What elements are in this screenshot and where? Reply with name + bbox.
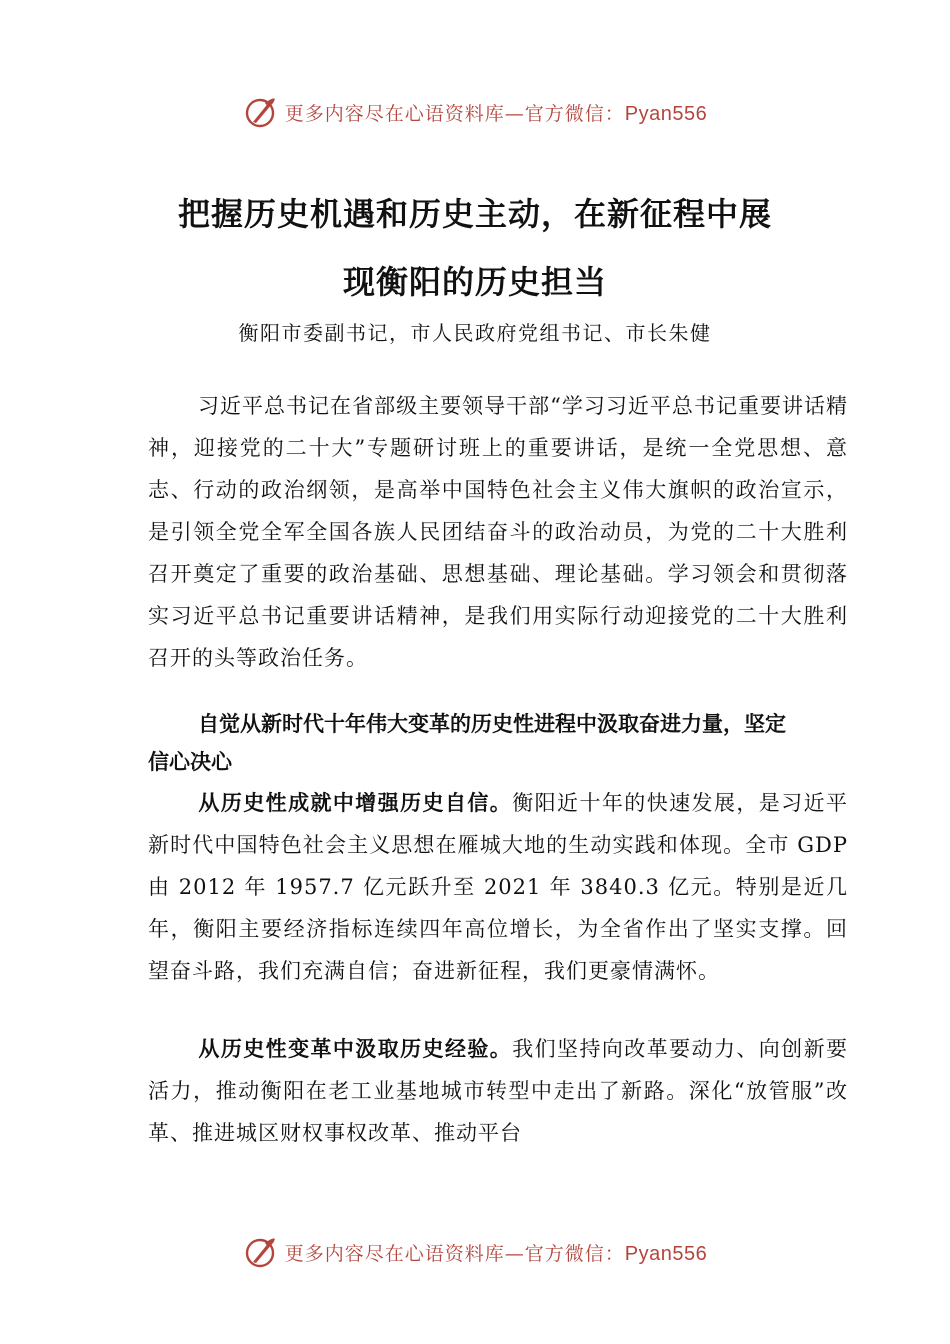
- paragraph-2-lead: 从历史性成就中增强历史自信。: [198, 790, 513, 815]
- author-line: 衡阳市委副书记，市人民政府党组书记、市长朱健: [238, 321, 712, 345]
- paragraph-3-text: 我们坚持向改革要动力、向创新要活力，推动衡阳在老工业基地城市转型中走出了新路。深化“放管服”改革、推进城区财权事权改革、推动平台: [148, 1037, 849, 1145]
- paragraph-2-text: 衡阳近十年的快速发展，是习近平新时代中国特色社会主义思想在雁城大地的生动实践和体现。全市 GDP 由 2012 年 1957.7 亿元跃升至 2021 年 3840.3 亿元。特别是近几年，衡阳主要经济指标连续四年高位增长，为全省作出了坚实支撑。回望奋斗路，我们充满自信；奋进新征程，我们更豪情满怀。: [148, 791, 849, 983]
- footer-watermark: [0, 1232, 950, 1272]
- section-heading-text: 自觉从新时代十年伟大变革的历史性进程中汲取奋进力量，坚定信心决心: [148, 712, 786, 774]
- body-paragraph-1: [148, 385, 848, 679]
- quill-logo-icon: [243, 1235, 277, 1269]
- watermark-text: 更多内容尽在心语资料库—官方微信：Pyan556: [284, 102, 708, 125]
- header-watermark: [0, 92, 950, 132]
- body-paragraph-3: [148, 1028, 848, 1154]
- document-title-line-1: 把握历史机遇和历史主动，在新征程中展: [177, 195, 772, 233]
- quill-logo-icon: [243, 95, 277, 129]
- watermark-text: 更多内容尽在心语资料库—官方微信：Pyan556: [284, 1242, 708, 1265]
- body-paragraph-2: [148, 782, 848, 992]
- paragraph-1-text: 习近平总书记在省部级主要领导干部“学习习近平总书记重要讲话精神，迎接党的二十大”专题研讨班上的重要讲话，是统一全党思想、意志、行动的政治纲领，是高举中国特色社会主义伟大旗帜的政治宣示，是引领全党全军全国各族人民团结奋斗的政治动员，为党的二十大胜利召开奠定了重要的政治基础、思想基础、理论基础。学习领会和贯彻落实习近平总书记重要讲话精神，是我们用实际行动迎接党的二十大胜利召开的头等政治任务。: [148, 394, 848, 670]
- paragraph-3-lead: 从历史性变革中汲取历史经验。: [198, 1036, 513, 1061]
- section-heading: [148, 705, 788, 781]
- document-title-line-2: 现衡阳的历史担当: [342, 263, 607, 301]
